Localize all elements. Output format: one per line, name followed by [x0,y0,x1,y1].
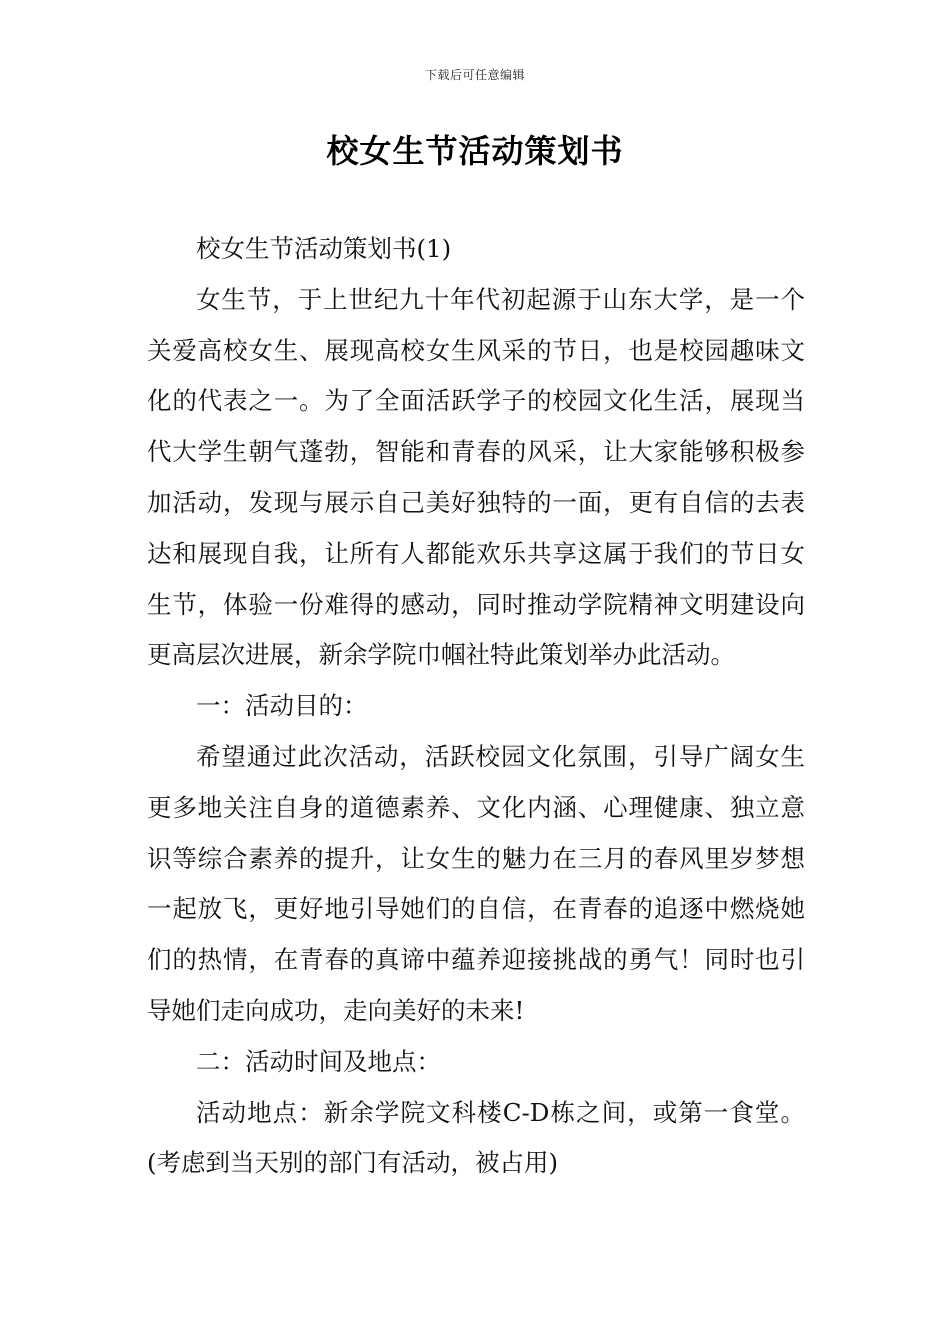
document-title: 校女生节活动策划书 [326,132,624,170]
section-heading-time-place: 二：活动时间及地点： [196,1046,441,1076]
section-heading-purpose: 一：活动目的： [196,691,368,721]
intro-paragraph: 女生节，于上世纪九十年代初起源于山东大学，是一个关爱高校女生、展现高校女生风采的节日，也是校园趣味文化的代表之一。为了全面活跃学子的校园文化生活，展现当代大学生朝气蓬勃，智能和青春的风采，让大家能够积极参加活动，发现与展示自己美好独特的一面，更有自信的去表达和展现自我，让所有人都能欢乐共享这属于我们的节日女生节，体验一份难得的感动，同时推动学院精神文明建设向更高层次进展，新余学院巾帼社特此策划举办此活动。 [147,284,805,670]
location-paragraph: 活动地点：新余学院文科楼C-D栋之间，或第一食堂。(考虑到当天别的部门有活动，被占用) [147,1097,805,1178]
purpose-paragraph: 希望通过此次活动，活跃校园文化氛围，引导广阔女生更多地关注自身的道德素养、文化内涵、心理健康、独立意识等综合素养的提升，让女生的魅力在三月的春风里岁梦想一起放飞，更好地引导她们的自信，在青春的追逐中燃烧她们的热情，在青春的真谛中蕴养迎接挑战的勇气！同时也引导她们走向成功，走向美好的未来! [147,741,805,1025]
header-note: 下载后可任意编辑 [424,68,525,82]
subtitle-paragraph: 校女生节活动策划书(1) [196,234,452,263]
document-body [147,224,805,1189]
